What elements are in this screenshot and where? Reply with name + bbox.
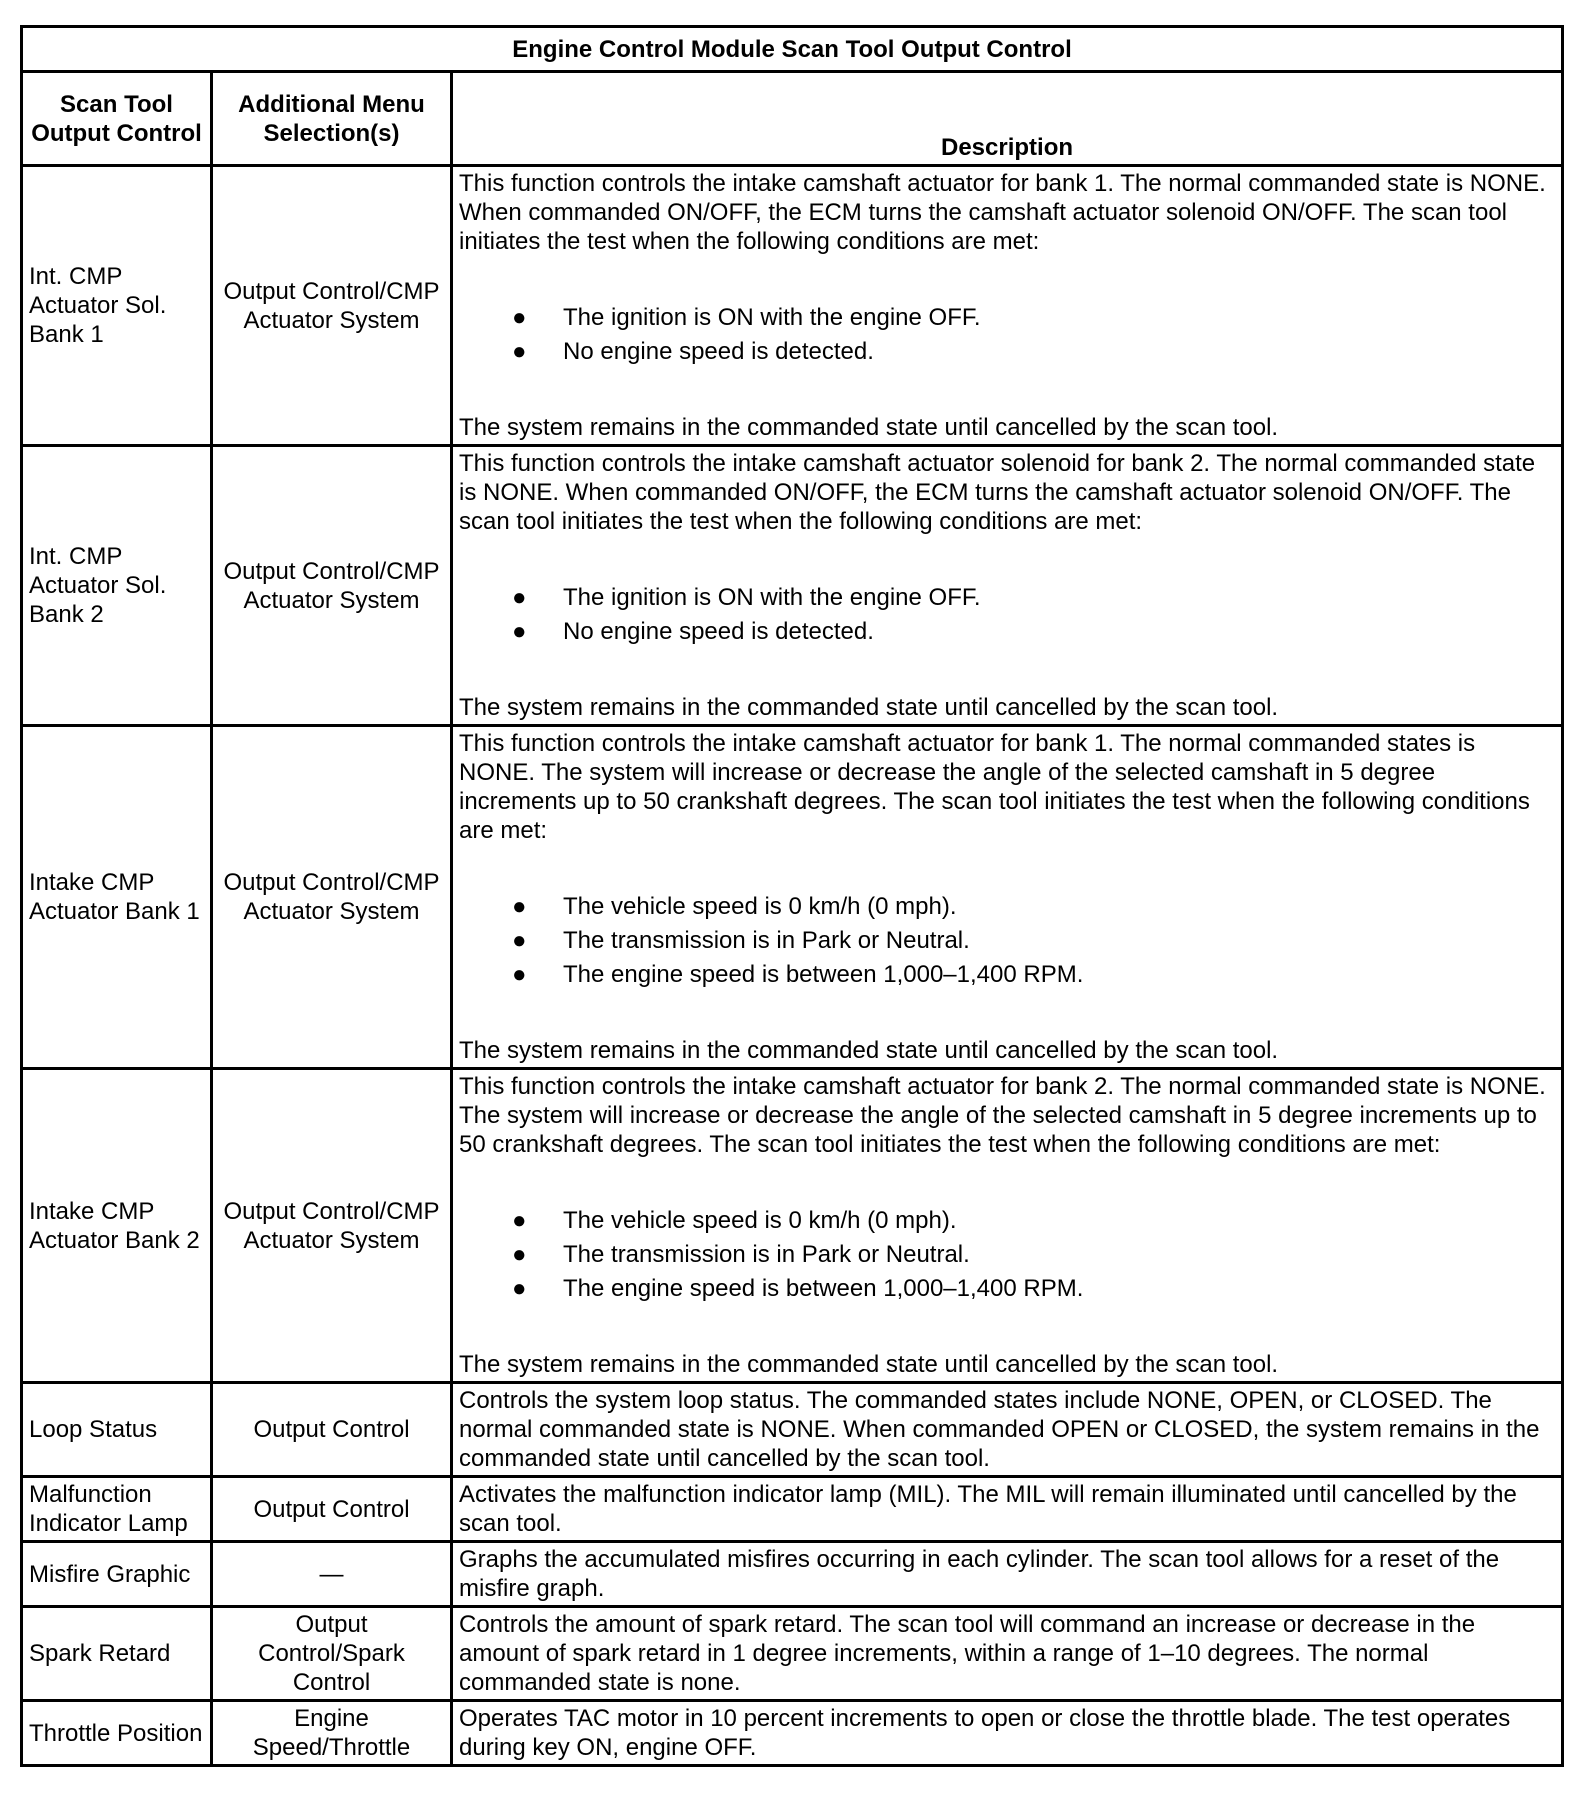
- description-outro: The system remains in the commanded state until cancelled by the scan tool.: [459, 1351, 1279, 1378]
- bullet-icon: ●: [512, 927, 527, 954]
- bullet-icon: ●: [512, 304, 527, 331]
- table-row: [22, 446, 1563, 726]
- description-cell: [452, 1383, 1563, 1477]
- description-cell: [452, 1607, 1563, 1701]
- list-item: [459, 890, 1555, 924]
- description-intro: Activates the malfunction indicator lamp (MIL). The MIL will remain illuminated until cancelled by the scan tool.: [459, 1481, 1517, 1537]
- table-title: Engine Control Module Scan Tool Output Control: [22, 27, 1563, 72]
- description-cell: [452, 166, 1563, 446]
- description-cell: [452, 446, 1563, 726]
- table-row: [22, 1477, 1563, 1542]
- list-item: [459, 615, 1555, 649]
- menu-selection-cell: Engine Speed/Throttle: [212, 1701, 452, 1766]
- output-control-cell: Int. CMP Actuator Sol. Bank 1: [22, 166, 212, 446]
- header-scan-tool-output-control: Scan Tool Output Control: [22, 72, 212, 166]
- condition-text: The ignition is ON with the engine OFF.: [563, 304, 981, 331]
- description-intro: Graphs the accumulated misfires occurring in each cylinder. The scan tool allows for a reset of the misfire graph.: [459, 1546, 1500, 1602]
- condition-text: The engine speed is between 1,000–1,400 RPM.: [563, 1275, 1084, 1302]
- output-control-cell: Int. CMP Actuator Sol. Bank 2: [22, 446, 212, 726]
- table-row: [22, 1069, 1563, 1383]
- description-cell: [452, 726, 1563, 1069]
- bullet-icon: ●: [512, 893, 527, 920]
- description-cell: [452, 1542, 1563, 1607]
- bullet-icon: ●: [512, 338, 527, 365]
- title-row: [22, 27, 1563, 72]
- list-item: [459, 301, 1555, 335]
- table-row: [22, 166, 1563, 446]
- description-cell: [452, 1477, 1563, 1542]
- table-row: [22, 726, 1563, 1069]
- list-item: [459, 1272, 1555, 1306]
- bullet-icon: ●: [512, 1207, 527, 1234]
- bullet-icon: ●: [512, 1241, 527, 1268]
- description-outro: The system remains in the commanded state until cancelled by the scan tool.: [459, 694, 1279, 721]
- description-intro: This function controls the intake camshaft actuator for bank 1. The normal commanded states is NONE. The system will increase or decrease the angle of the selected camshaft in 5 degree increments up to 50 crankshaft degrees. The scan tool initiates the test when the following conditions are met:: [459, 730, 1530, 844]
- output-control-cell: Intake CMP Actuator Bank 2: [22, 1069, 212, 1383]
- table-row: [22, 1542, 1563, 1607]
- condition-list: [459, 1204, 1555, 1306]
- condition-text: The engine speed is between 1,000–1,400 RPM.: [563, 961, 1084, 988]
- menu-selection-cell: Output Control/CMP Actuator System: [212, 166, 452, 446]
- output-control-cell: Misfire Graphic: [22, 1542, 212, 1607]
- condition-list: [459, 890, 1555, 992]
- output-control-cell: Malfunction Indicator Lamp: [22, 1477, 212, 1542]
- condition-text: The vehicle speed is 0 km/h (0 mph).: [563, 893, 957, 920]
- menu-selection-cell: —: [212, 1542, 452, 1607]
- description-intro: This function controls the intake camshaft actuator for bank 1. The normal commanded state is NONE. When commanded ON/OFF, the ECM turns the camshaft actuator solenoid ON/OFF. The scan tool initiates the test when the following conditions are met:: [459, 170, 1546, 255]
- list-item: [459, 581, 1555, 615]
- description-intro: Controls the amount of spark retard. The scan tool will command an increase or decrease in the amount of spark retard in 1 degree increments, within a range of 1–10 degrees. The normal commanded state is none.: [459, 1611, 1476, 1696]
- table-row: [22, 1701, 1563, 1766]
- menu-selection-cell: Output Control/CMP Actuator System: [212, 1069, 452, 1383]
- description-intro: Operates TAC motor in 10 percent increments to open or close the throttle blade. The test operates during key ON, engine OFF.: [459, 1705, 1511, 1761]
- header-row: [22, 72, 1563, 166]
- condition-text: The ignition is ON with the engine OFF.: [563, 584, 981, 611]
- description-intro: This function controls the intake camshaft actuator solenoid for bank 2. The normal commanded state is NONE. When commanded ON/OFF, the ECM turns the camshaft actuator solenoid ON/OFF. The scan tool initiates the test when the following conditions are met:: [459, 450, 1536, 535]
- condition-text: No engine speed is detected.: [563, 618, 874, 645]
- description-outro: The system remains in the commanded state until cancelled by the scan tool.: [459, 414, 1279, 441]
- menu-selection-cell: Output Control: [212, 1383, 452, 1477]
- bullet-icon: ●: [512, 584, 527, 611]
- menu-selection-cell: Output Control/CMP Actuator System: [212, 446, 452, 726]
- list-item: [459, 924, 1555, 958]
- menu-selection-cell: Output Control/CMP Actuator System: [212, 726, 452, 1069]
- description-cell: [452, 1701, 1563, 1766]
- menu-selection-cell: Output Control/Spark Control: [212, 1607, 452, 1701]
- condition-text: The transmission is in Park or Neutral.: [563, 1241, 970, 1268]
- condition-text: The transmission is in Park or Neutral.: [563, 927, 970, 954]
- output-control-table: [20, 25, 1564, 1767]
- condition-text: The vehicle speed is 0 km/h (0 mph).: [563, 1207, 957, 1234]
- table-row: [22, 1607, 1563, 1701]
- header-description: Description: [452, 72, 1563, 166]
- description-outro: The system remains in the commanded state until cancelled by the scan tool.: [459, 1037, 1279, 1064]
- bullet-icon: ●: [512, 1275, 527, 1302]
- description-intro: This function controls the intake camshaft actuator for bank 2. The normal commanded state is NONE. The system will increase or decrease the angle of the selected camshaft in 5 degree increments up to 50 crankshaft degrees. The scan tool initiates the test when the following conditions are met:: [459, 1073, 1546, 1158]
- condition-list: [459, 301, 1555, 369]
- header-additional-menu-selections: Additional Menu Selection(s): [212, 72, 452, 166]
- description-cell: [452, 1069, 1563, 1383]
- output-control-cell: Loop Status: [22, 1383, 212, 1477]
- output-control-cell: Intake CMP Actuator Bank 1: [22, 726, 212, 1069]
- output-control-cell: Spark Retard: [22, 1607, 212, 1701]
- list-item: [459, 335, 1555, 369]
- list-item: [459, 1238, 1555, 1272]
- bullet-icon: ●: [512, 961, 527, 988]
- menu-selection-cell: Output Control: [212, 1477, 452, 1542]
- table-row: [22, 1383, 1563, 1477]
- list-item: [459, 1204, 1555, 1238]
- output-control-cell: Throttle Position: [22, 1701, 212, 1766]
- table-body: [22, 166, 1563, 1766]
- condition-list: [459, 581, 1555, 649]
- description-intro: Controls the system loop status. The commanded states include NONE, OPEN, or CLOSED. The normal commanded state is NONE. When commanded OPEN or CLOSED, the system remains in the commanded state until cancelled by the scan tool.: [459, 1387, 1540, 1472]
- condition-text: No engine speed is detected.: [563, 338, 874, 365]
- list-item: [459, 958, 1555, 992]
- bullet-icon: ●: [512, 618, 527, 645]
